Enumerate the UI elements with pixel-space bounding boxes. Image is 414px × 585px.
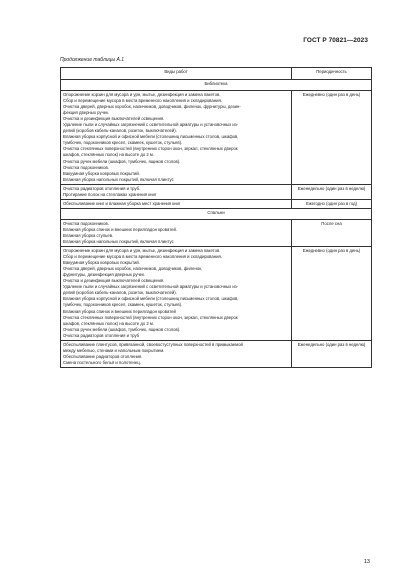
work-line: Очистка радиаторов отопления и труб.: [63, 185, 141, 191]
work-line: Влажная уборка напольных покрытий, включая плинтус: [63, 176, 174, 182]
work-cell: [61, 247, 292, 341]
work-line: Очистка ручек мебели (шкафов, тумбочек, ящиков столов).: [63, 158, 181, 164]
table-body: [61, 68, 372, 368]
work-cell: [61, 199, 292, 208]
work-line: делий (коробов кабель-каналов, розеток, выключателей).: [63, 128, 177, 134]
period-cell: Еженедельно (один раз в неделю): [292, 184, 372, 199]
work-line: фурнитуры, дезинфекция дверных ручек.: [63, 272, 146, 278]
section-title: Спальни: [61, 208, 372, 219]
table-row: [61, 91, 372, 185]
section-row: [61, 80, 372, 91]
work-line: делий (коробов кабель-каналов, розеток, выключателей).: [63, 290, 177, 296]
work-cell: [61, 219, 292, 246]
period-cell: Ежедневно (один раз в день): [292, 247, 372, 341]
table-row: [61, 247, 372, 341]
work-line: Опорожнение корзин для мусора и урн, мытье, дезинфекция и замена пакетов.: [63, 92, 221, 97]
work-line: Смена постельного белья и полотенец.: [63, 359, 141, 365]
work-line: между мебелью, стенами и напольным покрытием.: [63, 347, 165, 353]
column-header-period: Периодичность: [292, 68, 372, 80]
document-number: ГОСТ Р 70821—2023: [303, 37, 368, 44]
period-cell: После сна: [292, 219, 372, 246]
period-cell: Ежегодно (один раз в год): [292, 199, 372, 208]
table-row: [61, 340, 372, 367]
work-line: Обеспыливание книг и влажная уборка мест хранения книг: [63, 200, 181, 206]
work-line: шкафов, стеклянных полок) на высоте до 2 м.: [63, 320, 155, 326]
work-line: Вакуумная уборка ковровых покрытий.: [63, 170, 140, 176]
table-header-row: [61, 68, 372, 80]
work-line: Очистка стеклянных поверхностей (внутренних сторон окон, зеркал, стеклянных дверок: [63, 314, 238, 320]
work-line: Протирание полок на стеллажах хранения книг: [63, 191, 157, 197]
work-line: Очистка радиаторов отопления и труб: [63, 332, 140, 338]
work-line: Очистка и дезинфекция выключателей освещения.: [63, 116, 165, 122]
work-line: шкафов, стеклянных полок) на высоте до 2 м.: [63, 152, 155, 158]
work-line: Сбор и перемещение мусора в места временного накопления и складирования.: [63, 254, 222, 260]
work-line: Опорожнение корзин для мусора и урн, мытье, дезинфекция и замена пакетов.: [63, 248, 221, 254]
work-line: Очистка подоконников.: [63, 164, 109, 170]
table-continuation-caption: Продолжение таблицы А.1: [60, 57, 124, 63]
cleaning-schedule-table: [60, 67, 372, 368]
work-line: Удаление пыли и случайных загрязнений с осветительной арматуры и установочных из-: [63, 284, 239, 290]
page-number: 13: [363, 559, 370, 565]
work-line: Очистка ручек мебели (шкафов, тумбочек, ящиков столов).: [63, 326, 181, 332]
period-cell: Ежедневно (один раз в день): [292, 91, 372, 185]
work-line: Очистка дверей, дверных коробок, наличников, доводчиков, филенок,: [63, 266, 203, 272]
work-line: Очистка подоконников.: [63, 220, 109, 226]
work-line: Обеспыливание плинтусов, привязанной, своевостуступных поверхностей в примыкаемой: [63, 341, 243, 347]
work-line: Вакуумная уборка ковровых покрытий.: [63, 260, 140, 266]
work-cell: [61, 91, 292, 185]
period-cell: Еженедельно (один раз в неделю): [292, 340, 372, 367]
work-cell: [61, 184, 292, 199]
work-line: Сбор и перемещение мусора в места временного накопления и складирования.: [63, 98, 222, 104]
work-line: фекция дверных ручек.: [63, 110, 110, 116]
work-line: Влажная уборка напольных покрытий, включая плинтус: [63, 238, 174, 244]
section-title: Библиотека: [61, 80, 372, 91]
work-line: Влажная уборка спинок и внешних перилладон кроватей.: [63, 226, 178, 232]
work-line: Влажная уборка спинок и внешних перилладон кроватей: [63, 308, 176, 314]
work-line: Удаление пыли и случайных загрязнений с осветительной арматуры и установочных из-: [63, 122, 239, 128]
work-line: Обеспыливание радиаторов отопления.: [63, 353, 143, 359]
work-line: Влажная уборка корпусной и офисной мебели (столешниц письменных столов, шкафов,: [63, 296, 239, 302]
work-line: Очистка дверей, дверных коробок, наличников, доводчиков, филенок, фурнитуры, дезин-: [63, 104, 241, 110]
work-line: тумбочек, подоконников кресел, скамеек, кушеток, стульев).: [63, 140, 183, 146]
work-line: Влажная уборка корпусной и офисной мебели (столешниц письменных столов, шкафов,: [63, 134, 239, 140]
table-row: [61, 184, 372, 199]
work-line: тумбочек, подоконников кресел, скамеек, кушеток, стульев).: [63, 302, 183, 308]
column-header-work: Виды работ: [61, 68, 292, 80]
table-row: [61, 199, 372, 208]
section-row: [61, 208, 372, 219]
work-line: Очистка стеклянных поверхностей (внутренних сторон окон, зеркал, стеклянных дверок: [63, 146, 238, 152]
work-cell: [61, 340, 292, 367]
table-row: [61, 219, 372, 246]
work-line: Очистка и дезинфекция выключателей освещения.: [63, 278, 165, 284]
work-line: Влажная уборка стульев.: [63, 232, 114, 238]
